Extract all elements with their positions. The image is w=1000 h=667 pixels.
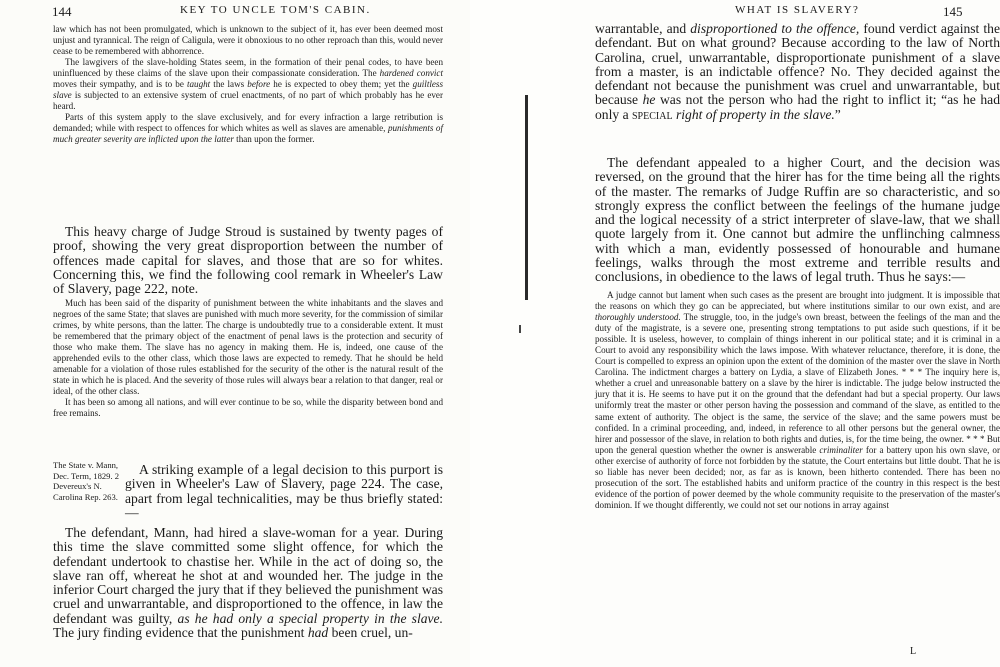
left-body-paragraph-1: This heavy charge of Judge Stroud is sustained by twenty pages of proof, showing the very great disproportion between the number of offences made capital for slaves, and those that are so for whites. Concerning this, we find the following cool remark in Wheeler's Law of Slavery, page 222, note. bbox=[53, 224, 443, 297]
right-running-head: WHAT IS SLAVERY? bbox=[735, 4, 860, 16]
ruffin-opinion-extract: A judge cannot but lament when such cases as the present are brought into judgment. It is impossible that the reasons on which they go can be appreciated, but where institutions similar to our own exist, and are thoroughly understood. The struggle, too, in the judge's own breast, between the feelings of the man and the duty of the magistrate, is a severe one, presenting strong temptations to put aside such questions, if it be possible. It is useless, however, to complain of things inherent in our political state; and it is criminal in a Court to avoid any responsibility which the laws impose. With whatever reluctance, therefore, it is done, the Court is compelled to express an opinion upon the extent of the dominion of the master over the slave in North Carolina. The indictment charges a battery on Lydia, a slave of Elizabeth Jones. * * * The inquiry here is, whether a cruel and unreasonable battery on a slave by the hirer is indictable. The judge below instructed the jury that it is. He seems to have put it on the ground that the defendant had but a special property. Our laws uniformly treat the master or other person having the possession and command of the slave, as entitled to the same extent of authority. The object is the same, the service of the slave; and the same powers must be confided. In a criminal proceeding, and, indeed, in reference to all other persons but the general owner, the hirer and possessor of the slave, in relation to both rights and duties, is, for the time being, the owner. * * * But upon the general question whether the owner is answerable criminaliter for a battery upon his own slave, or other exercise of authority of force not forbidden by the statute, the Court entertains but little doubt. That he is so liable has never been decided; nor, as far as is known, been hitherto contended. There has been no prosecution of the sort. The established habits and uniform practice of the country in this respect is the best evidence of the portion of power deemed by the whole community requisite to the preservation of the master's dominion. If we thought differently, we could not set our notions in array against bbox=[595, 290, 1000, 510]
case-citation-sidenote: The State v. Mann, Dec. Term, 1829. 2 Devereux's N. Carolina Rep. 263. bbox=[53, 460, 120, 502]
book-gutter bbox=[470, 0, 560, 667]
right-body-paragraph-2: The defendant appealed to a higher Court, and the decision was reversed, on the ground that the hirer has for the time being all the rights of the master. The remarks of Judge Ruffin are so characteristic, and so strongly express the conflict between the feelings of the humane judge and the logical necessity of a strict interpreter of slave-law, that we shall quote largely from it. One cannot but admire the unflinching calmness with which a man, evidently possessed of honourable and humane feelings, walks through the most extreme and terrible results and conclusions, in obedience to the laws of legal truth. Thus he says:— bbox=[595, 155, 1000, 285]
left-page-number: 144 bbox=[52, 4, 72, 19]
right-page-number: 145 bbox=[943, 4, 963, 19]
left-running-head: KEY TO UNCLE TOM'S CABIN. bbox=[180, 4, 371, 16]
right-body-paragraph-1: warrantable, and disproportioned to the offence, found verdict against the defendant. But on what ground? Because according to the law of North Carolina, cruel, unwarrantable, disproportionate punishment of a slave from a master, is an indictable offence? No. They decided against the defendant not because the punishment was cruel and unwarrantable, but because he was not the person who had the right to inflict it; “as he had only a special right of property in the slave.” bbox=[595, 21, 1000, 122]
right-page bbox=[560, 0, 1000, 667]
wheeler-paragraph-1: Much has been said of the disparity of punishment between the white inhabitants and the slaves and negroes of the same State; that slaves are punished with much more severity, for the commission of similar crimes, by white persons, than the latter. The charge is undoubtedly true to a considerable extent. It must be remembered that the primary object of the enactment of penal laws is the protection and security of those who make them. The slave has no agency in making them. He is, indeed, one cause of the apprehended evils to the other class, which those laws are expected to remedy. That he should be held amenable for a violation of those rules established for the security of the other is the natural result of the state in which he is placed. And the severity of those rules will always bear a relation to that danger, real or ideal, of the other class. bbox=[53, 298, 443, 397]
left-page bbox=[0, 0, 470, 667]
gutter-mark bbox=[519, 325, 521, 333]
extract-paragraph-1: law which has not been promulgated, which is unknown to the subject of it, has ever been deemed most unjust and tyrannical. The reign of Caligula, were it obnoxious to no other reproach than this, would never cease to be remembered with abhorrence. bbox=[53, 24, 443, 57]
left-body-paragraph-2: A striking example of a legal decision to this purport is given in Wheeler's Law of Slavery, page 224. The case, apart from legal technicalities, may be thus briefly stated:— bbox=[125, 462, 443, 520]
left-wheeler-extract bbox=[53, 298, 443, 420]
left-top-extract bbox=[53, 24, 443, 146]
gutter-shadow bbox=[525, 95, 528, 300]
wheeler-paragraph-2: It has been so among all nations, and will ever continue to be so, while the disparity between bond and free remains. bbox=[53, 397, 443, 419]
extract-paragraph-3: Parts of this system apply to the slave exclusively, and for every infraction a large retribution is demanded; while with respect to offences for which whites as well as slaves are amenable, punishments of much greater severity are inflicted upon the latter than upon the former. bbox=[53, 112, 443, 145]
extract-paragraph-2: The lawgivers of the slave-holding States seem, in the formation of their penal codes, to have been uninfluenced by these claims of the slave upon their compassionate consideration. The hardened convict moves their sympathy, and is to be taught the laws before he is expected to obey them; yet the guiltless slave is subjected to an extensive system of cruel enactments, of no part of which probably has he ever heard. bbox=[53, 57, 443, 112]
signature-mark: L bbox=[910, 646, 917, 657]
left-body-paragraph-3: The defendant, Mann, had hired a slave-woman for a year. During this time the slave committed some slight offence, for which the defendant undertook to chastise her. While in the act of doing so, the slave ran off, whereat he shot at and wounded her. The judge in the inferior Court charged the jury that if they believed the punishment was cruel and unwarrantable, and disproportioned to the offence, in law the defendant was guilty, as he had only a special property in the slave. The jury finding evidence that the punishment had been cruel, un- bbox=[53, 525, 443, 641]
